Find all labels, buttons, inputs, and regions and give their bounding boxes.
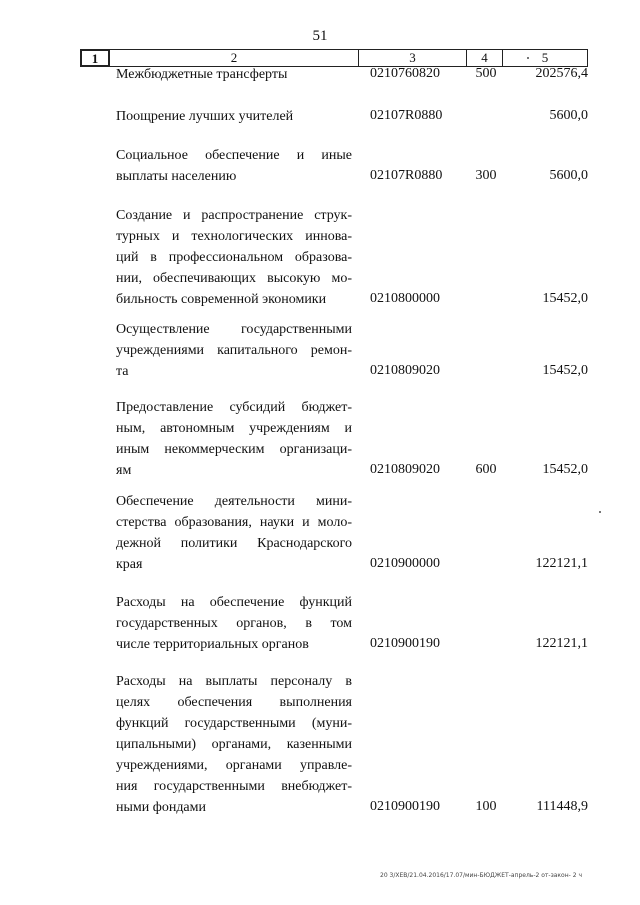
amount: 15452,0 xyxy=(542,363,588,378)
row-description xyxy=(116,319,352,382)
amount: 15452,0 xyxy=(542,462,588,477)
description-line: ным, автономным учреждениям и xyxy=(116,421,352,436)
amount: 111448,9 xyxy=(536,799,588,814)
target-code: 0210809020 xyxy=(370,462,440,477)
description-line: числе территориальных органов xyxy=(116,637,309,652)
target-code: 0210800000 xyxy=(370,291,440,306)
target-code: 0210809020 xyxy=(370,363,440,378)
target-code: 0210900190 xyxy=(370,799,440,814)
row-description xyxy=(116,64,352,85)
description-line: Осуществление государственными xyxy=(116,322,352,337)
description-line: учреждениями капитального ремон- xyxy=(116,343,352,358)
description-line: государственных органов, в том xyxy=(116,616,352,631)
header-col-5: 5 xyxy=(502,49,588,67)
description-line: стерства образования, науки и моло- xyxy=(116,515,352,530)
expense-type: 600 xyxy=(475,462,497,477)
description-line: целях обеспечения выполнения xyxy=(116,695,352,710)
expense-type: 300 xyxy=(475,168,497,183)
description-line: края xyxy=(116,557,143,572)
scan-speck xyxy=(527,57,529,59)
row-description xyxy=(116,397,352,481)
amount: 15452,0 xyxy=(542,291,588,306)
expense-type: 500 xyxy=(475,66,497,81)
header-col-3: 3 xyxy=(358,49,467,67)
amount: 122121,1 xyxy=(535,636,588,651)
row-description xyxy=(116,145,352,187)
row-description xyxy=(116,671,352,818)
row-description xyxy=(116,491,352,575)
description-line: выплаты населению xyxy=(116,169,237,184)
target-code: 0210900000 xyxy=(370,556,440,571)
description-line: Расходы на выплаты персоналу в xyxy=(116,674,352,689)
description-line: Социальное обеспечение и иные xyxy=(116,148,352,163)
header-col-2: 2 xyxy=(109,49,359,67)
header-col-4: 4 xyxy=(466,49,503,67)
description-line: та xyxy=(116,364,129,379)
target-code: 0210900190 xyxy=(370,636,440,651)
amount: 5600,0 xyxy=(549,168,588,183)
scan-speck xyxy=(599,511,601,513)
description-line: Поощрение лучших учителей xyxy=(116,109,294,124)
row-description xyxy=(116,205,352,310)
description-line: нии, обеспечивающих высокую мо- xyxy=(116,271,352,286)
description-line: Расходы на обеспечение функций xyxy=(116,595,352,610)
description-line: бильность современной экономики xyxy=(116,292,327,307)
description-line: ния государственными внебюджет- xyxy=(116,779,352,794)
row-description xyxy=(116,106,352,127)
amount: 122121,1 xyxy=(535,556,588,571)
description-line: Предоставление субсидий бюджет- xyxy=(116,400,352,415)
target-code: 0210760820 xyxy=(370,66,440,81)
target-code: 02107R0880 xyxy=(370,108,443,123)
description-line: Создание и распространение струк- xyxy=(116,208,352,223)
description-line: ципальными) органами, казенными xyxy=(116,737,352,752)
description-line: иным некоммерческим организаци- xyxy=(116,442,352,457)
amount: 202576,4 xyxy=(535,66,588,81)
description-line: учреждениями, органами управле- xyxy=(116,758,352,773)
description-line: Обеспечение деятельности мини- xyxy=(116,494,352,509)
description-line: ными фондами xyxy=(116,800,207,815)
target-code: 02107R0880 xyxy=(370,168,443,183)
header-col-1: 1 xyxy=(80,49,110,67)
row-description xyxy=(116,592,352,655)
expense-type: 100 xyxy=(475,799,497,814)
description-line: ям xyxy=(116,463,132,478)
footer-file-path: 20 3/ХЕВ/21.04.2016/17.07/мин-БЮДЖЕТ-апрель-2 от-закон- 2 ч xyxy=(380,872,582,879)
description-line: ций в профессиональном образова- xyxy=(116,250,352,265)
page-number: 51 xyxy=(312,28,328,44)
description-line: дежной политики Краснодарского xyxy=(116,536,352,551)
description-line: турных и технологических иннова- xyxy=(116,229,352,244)
description-line: функций государственными (муни- xyxy=(116,716,352,731)
amount: 5600,0 xyxy=(549,108,588,123)
description-line: Межбюджетные трансферты xyxy=(116,67,288,82)
